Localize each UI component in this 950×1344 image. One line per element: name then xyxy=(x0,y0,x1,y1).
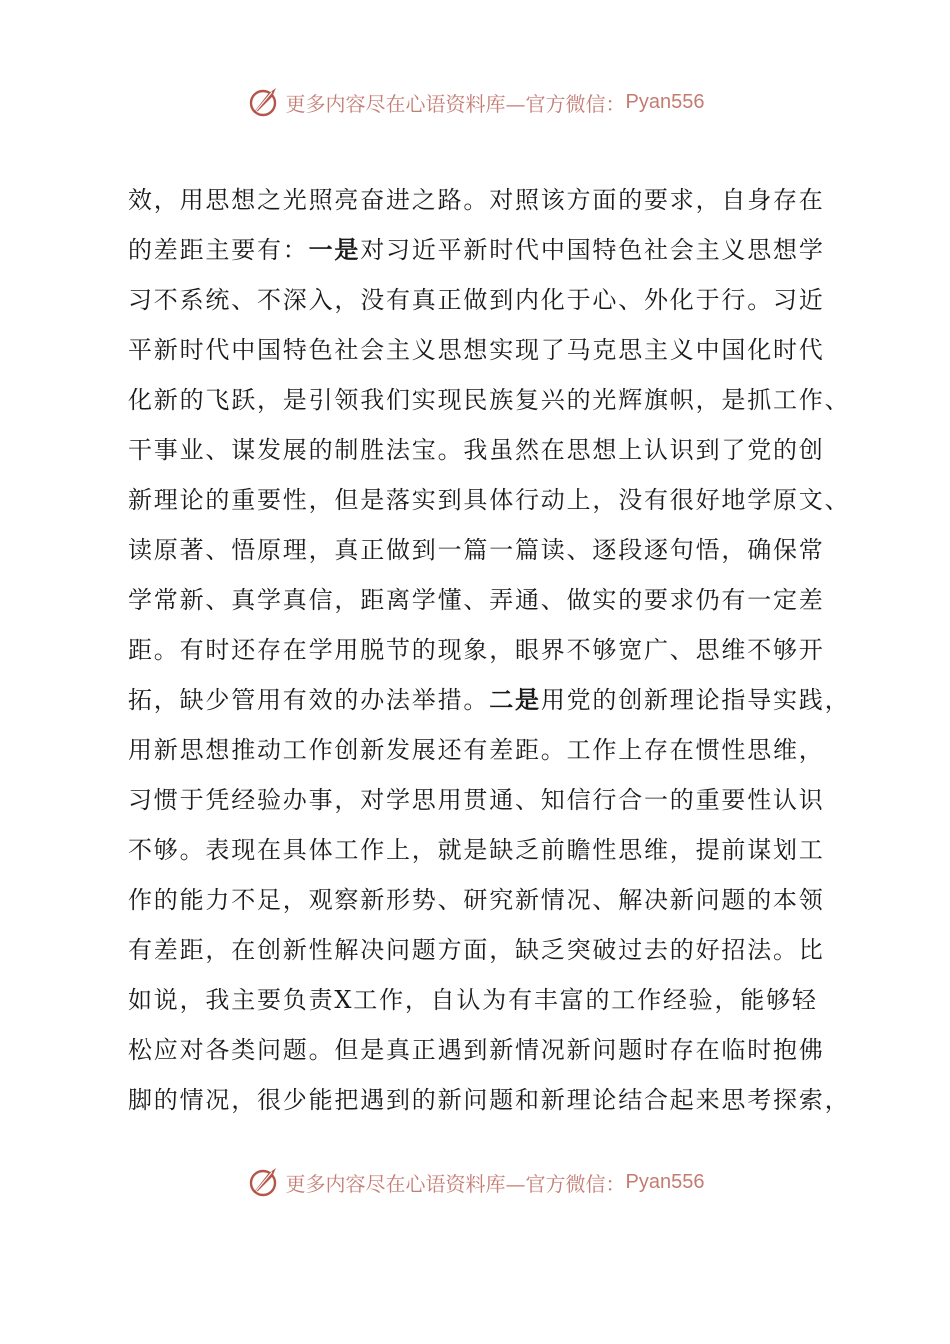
quill-logo-icon xyxy=(246,84,282,120)
text-line: 平新时代中国特色社会主义思想实现了马克思主义中国化时代 xyxy=(128,336,825,364)
watermark-wechat-id: Pyan556 xyxy=(625,90,705,113)
text-line: 拓，缺少管用有效的办法举措。二是用党的创新理论指导实践， xyxy=(128,685,851,714)
text-line: 的差距主要有：一是对习近平新时代中国特色社会主义思想学 xyxy=(128,235,825,264)
text-line: 脚的情况，很少能把遇到的新问题和新理论结合起来思考探索， xyxy=(128,1086,851,1114)
watermark-header xyxy=(0,82,950,122)
text-line: 习不系统、不深入，没有真正做到内化于心、外化于行。习近 xyxy=(128,286,825,314)
watermark-wechat-id: Pyan556 xyxy=(625,1170,705,1193)
watermark-text: 更多内容尽在心语资料库—官方微信： xyxy=(285,91,626,116)
text-line: 松应对各类问题。但是真正遇到新情况新问题时存在临时抱佛 xyxy=(128,1036,825,1064)
watermark-text: 更多内容尽在心语资料库—官方微信： xyxy=(285,1171,626,1196)
text-line: 习惯于凭经验办事，对学思用贯通、知信行合一的重要性认识 xyxy=(128,786,825,814)
text-line: 读原著、悟原理，真正做到一篇一篇读、逐段逐句悟，确保常 xyxy=(128,536,825,564)
text-line: 学常新、真学真信，距离学懂、弄通、做实的要求仍有一定差 xyxy=(128,586,825,614)
text-line: 新理论的重要性，但是落实到具体行动上，没有很好地学原文、 xyxy=(128,486,851,514)
text-line: 干事业、谋发展的制胜法宝。我虽然在思想上认识到了党的创 xyxy=(128,436,825,464)
text-line: 如说，我主要负责X工作，自认为有丰富的工作经验，能够轻 xyxy=(128,986,818,1014)
text-line: 不够。表现在具体工作上，就是缺乏前瞻性思维，提前谋划工 xyxy=(128,836,825,864)
bold-marker: 一是 xyxy=(308,235,361,264)
quill-logo-icon xyxy=(246,1164,282,1200)
watermark-footer xyxy=(0,1162,950,1202)
text-line: 有差距，在创新性解决问题方面，缺乏突破过去的好招法。比 xyxy=(128,936,825,964)
bold-marker: 二是 xyxy=(489,685,541,714)
text-line: 用新思想推动工作创新发展还有差距。工作上存在惯性思维， xyxy=(128,736,825,764)
text-line: 效，用思想之光照亮奋进之路。对照该方面的要求，自身存在 xyxy=(128,186,825,214)
text-line: 距。有时还存在学用脱节的现象，眼界不够宽广、思维不够开 xyxy=(128,636,825,664)
text-line: 作的能力不足，观察新形势、研究新情况、解决新问题的本领 xyxy=(128,886,825,914)
body-paragraph xyxy=(128,175,851,1125)
text-line: 化新的飞跃，是引领我们实现民族复兴的光辉旗帜，是抓工作、 xyxy=(128,386,851,414)
